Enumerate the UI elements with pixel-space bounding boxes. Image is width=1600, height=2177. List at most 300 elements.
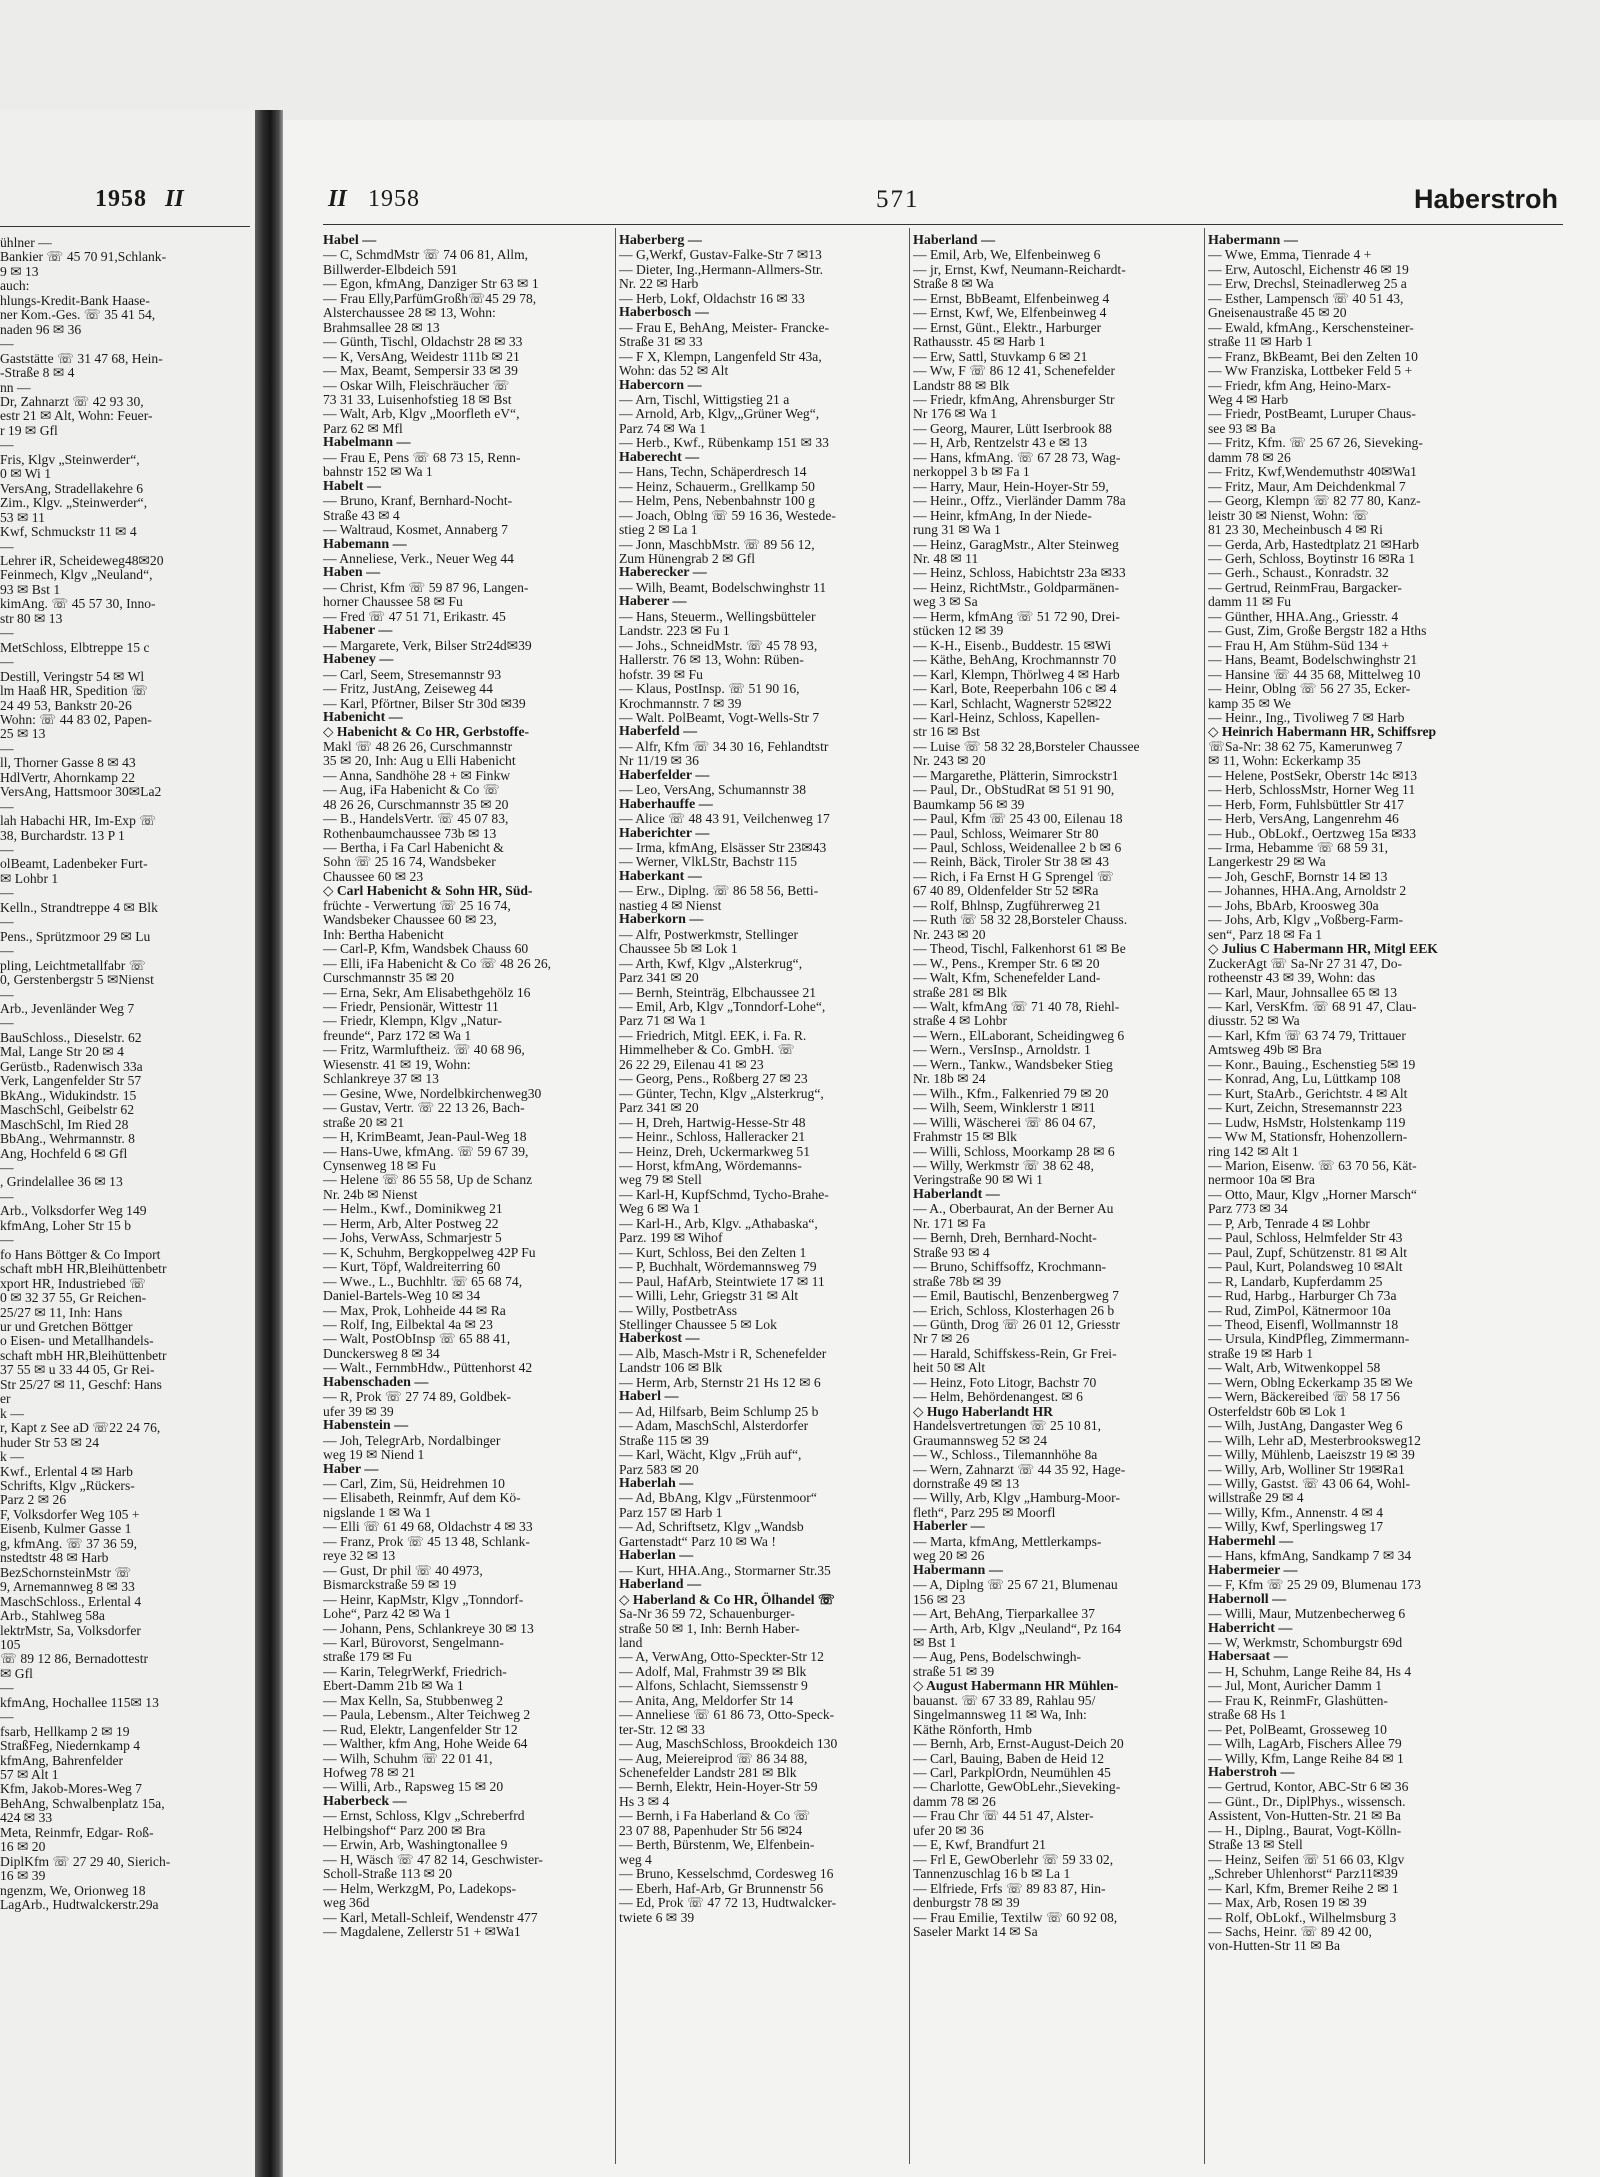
directory-entry: straße 179 ✉ Fu xyxy=(323,1649,412,1665)
directory-entry: — Wern, Bäckereibed ☏ 58 17 56 xyxy=(1208,1389,1400,1405)
directory-entry: — Gerda, Arb, Hastedtplatz 21 ✉Harb xyxy=(1208,536,1420,552)
directory-entry: — Konrad, Ang, Lu, Lüttkamp 108 xyxy=(1208,1071,1401,1087)
directory-entry: — Rich, i Fa Ernst H G Sprengel ☏ xyxy=(913,868,1114,884)
directory-entry: Haberichter — xyxy=(619,825,710,841)
directory-entry: — Heinr, kfmAng, In der Niede- xyxy=(913,507,1092,523)
directory-entry: straße 68 Hs 1 xyxy=(1208,1707,1287,1723)
directory-entry: 24 49 53, Bankstr 20-26 xyxy=(0,697,132,713)
directory-entry: stieg 2 ✉ La 1 xyxy=(619,522,698,538)
directory-entry: ☏ 89 12 86, Bernadottestr xyxy=(0,1651,149,1667)
directory-entry: Kwf., Erlental 4 ✉ Harb xyxy=(0,1463,133,1479)
directory-entry: — Elisabeth, Reinmfr, Auf dem Kö- xyxy=(323,1490,521,1506)
directory-entry: — Walt. PolBeamt, Vogt-Wells-Str 7 xyxy=(619,709,820,725)
directory-entry: Lehrer iR, Scheideweg48✉20 xyxy=(0,552,164,568)
directory-entry: — Ad, BbAng, Klgv „Fürstenmoor“ xyxy=(619,1490,817,1506)
directory-entry: 9, Arnemannweg 8 ✉ 33 xyxy=(0,1579,135,1595)
directory-entry: — Elli ☏ 61 49 68, Oldachstr 4 ✉ 33 xyxy=(323,1519,533,1535)
directory-entry: Haberlah — xyxy=(619,1475,694,1491)
directory-entry: MetSchloss, Elbtreppe 15 c xyxy=(0,639,150,655)
directory-entry: — Aug, iFa Habenicht & Co ☏ xyxy=(323,782,500,798)
directory-entry: ◇ Habenicht & Co HR, Gerbstoffe- xyxy=(323,724,530,740)
directory-entry: — Karl, Schlacht, Wagnerstr 52✉22 xyxy=(913,695,1112,711)
directory-entry: kfmAng, Bahrenfelder xyxy=(0,1752,124,1768)
directory-entry: — Bruno, Kesselschmd, Cordesweg 16 xyxy=(619,1866,834,1882)
directory-entry: ufer 39 ✉ 39 xyxy=(323,1403,394,1419)
directory-entry: — Walt, kfmAng ☏ 71 40 78, Riehl- xyxy=(913,999,1120,1015)
directory-entry: 156 ✉ 23 xyxy=(913,1591,966,1607)
directory-entry: — Ernst, Schloss, Klgv „Schreberfrd xyxy=(323,1808,525,1824)
directory-entry: — H, Schuhm, Lange Reihe 84, Hs 4 xyxy=(1208,1663,1412,1679)
directory-entry: — Walt, Arb, Witwenkoppel 58 xyxy=(1208,1360,1381,1376)
directory-entry: — Rud, Harbg., Harburger Ch 73a xyxy=(1208,1288,1397,1304)
directory-entry: Haberstroh — xyxy=(1208,1765,1295,1781)
directory-entry: r 19 ✉ Gfl xyxy=(0,422,58,438)
directory-entry: Helbingshof“ Parz 200 ✉ Bra xyxy=(323,1822,486,1838)
directory-entry: — Wern, Zahnarzt ☏ 44 35 92, Hage- xyxy=(913,1461,1126,1477)
directory-entry: weg 19 ✉ Niend 1 xyxy=(323,1447,425,1463)
directory-entry: — Erna, Sekr, Am Elisabethgehölz 16 xyxy=(323,984,531,1000)
directory-entry: — xyxy=(0,1160,14,1175)
directory-entry: Chaussee 5b ✉ Lok 1 xyxy=(619,941,738,957)
directory-entry: Schlankreye 37 ✉ 13 xyxy=(323,1071,439,1087)
directory-entry: — Hans-Uwe, kfmAng. ☏ 59 67 39, xyxy=(323,1143,529,1159)
directory-entry: Habemann — xyxy=(323,536,407,552)
directory-entry: sen“, Parz 18 ✉ Fa 1 xyxy=(1208,926,1323,942)
directory-entry: — Fritz, Maur, Am Deichdenkmal 7 xyxy=(1208,478,1406,494)
directory-entry: MaschSchl, Geibelstr 62 xyxy=(0,1102,135,1118)
directory-entry: — Willy, Gastst. ☏ 43 06 64, Wohl- xyxy=(1208,1475,1411,1491)
directory-entry: bauanst. ☏ 67 33 89, Rahlau 95/ xyxy=(913,1692,1096,1708)
directory-entry: — Wilh, Seem, Winklerstr 1 ✉11 xyxy=(913,1100,1096,1116)
directory-entry: Haberl — xyxy=(619,1389,679,1405)
directory-entry: HdlVertr, Ahornkamp 22 xyxy=(0,769,135,785)
directory-entry: Stellinger Chaussee 5 ✉ Lok xyxy=(619,1316,777,1332)
directory-entry: Sohn ☏ 25 16 74, Wandsbeker xyxy=(323,854,496,870)
directory-entry: — Willy, Kfm, Lange Reihe 84 ✉ 1 xyxy=(1208,1750,1404,1766)
directory-entry: ✉ Bst 1 xyxy=(913,1634,957,1650)
directory-entry: — Friedr, kfm Ang, Heino-Marx- xyxy=(1208,377,1391,393)
directory-entry: 0 ✉ 32 37 55, Gr Reichen- xyxy=(0,1290,147,1306)
directory-entry: — Georg, Pens., Roßberg 27 ✉ 23 xyxy=(619,1071,808,1087)
directory-entry: Parz 157 ✉ Harb 1 xyxy=(619,1504,723,1520)
directory-entry: LagArb., Hudtwalckerstr.29a xyxy=(0,1897,159,1913)
directory-entry: weg 3 ✉ Sa xyxy=(913,594,978,610)
directory-entry: — Jul, Mont, Auricher Damm 1 xyxy=(1208,1678,1383,1694)
directory-entry: Habernoll — xyxy=(1208,1591,1287,1607)
directory-entry: Wiesenstr. 41 ✉ 19, Wohn: xyxy=(323,1056,471,1072)
directory-entry: — Herm, Arb, Sternstr 21 Hs 12 ✉ 6 xyxy=(619,1374,821,1390)
directory-entry: — Irma, kfmAng, Elsässer Str 23✉43 xyxy=(619,840,827,856)
directory-entry: Billwerder-Elbdeich 591 xyxy=(323,261,458,277)
directory-entry: horner Chaussee 58 ✉ Fu xyxy=(323,594,463,610)
directory-entry: — K, VersAng, Weidestr 111b ✉ 21 xyxy=(323,348,520,364)
directory-entry: — Rolf, Bhlnsp, Zugführerweg 21 xyxy=(913,897,1102,913)
directory-entry: Nr 176 ✉ Wa 1 xyxy=(913,406,998,422)
directory-entry: — Carl, Seem, Stresemannstr 93 xyxy=(323,666,502,682)
directory-entry: Parz 341 ✉ 20 xyxy=(619,1100,699,1116)
directory-entry: Habenstein — xyxy=(323,1418,409,1434)
directory-entry: Habersaat — xyxy=(1208,1649,1288,1665)
directory-entry: kfmAng, Loher Str 15 b xyxy=(0,1217,132,1233)
directory-entry: — Carl, ParkplOrdn, Neumühlen 45 xyxy=(913,1765,1111,1781)
directory-entry: Parz 74 ✉ Wa 1 xyxy=(619,420,707,436)
directory-entry: — Rolf, ObLokf., Wilhelmsburg 3 xyxy=(1208,1909,1397,1925)
directory-entry: nastieg 4 ✉ Nienst xyxy=(619,897,722,913)
directory-entry: — Hansine ☏ 44 35 68, Mittelweg 10 xyxy=(1208,666,1421,682)
directory-entry: Gneisenaustraße 45 ✉ 20 xyxy=(1208,305,1347,321)
directory-entry: Straße 43 ✉ 4 xyxy=(323,507,400,523)
directory-entry: Veringstraße 90 ✉ Wi 1 xyxy=(913,1172,1043,1188)
directory-entry: — Franz, BkBeamt, Bei den Zelten 10 xyxy=(1208,348,1418,364)
directory-entry: — Leo, VersAng, Schumannstr 38 xyxy=(619,782,807,798)
directory-entry: Haberkant — xyxy=(619,868,702,884)
directory-entry: — Fritz, Kfm. ☏ 25 67 26, Sieveking- xyxy=(1208,435,1423,451)
directory-entry: — Wern., Tankw., Wandsbeker Stieg xyxy=(913,1056,1113,1072)
directory-entry: — Theod, Eisenfl, Wollmannstr 18 xyxy=(1208,1316,1399,1332)
directory-entry: — Günther, HHA.Ang., Griesstr. 4 xyxy=(1208,608,1399,624)
directory-entry: — Marta, kfmAng, Mettlerkamps- xyxy=(913,1533,1102,1549)
directory-entry: ◇ Julius C Habermann HR, Mitgl EEK xyxy=(1208,941,1438,957)
directory-entry: — Johs., SchneidMstr. ☏ 45 78 93, xyxy=(619,637,818,653)
left-page-header xyxy=(0,186,250,226)
directory-entry: straße 281 ✉ Blk xyxy=(913,984,1008,1000)
directory-entry: Käthe Rönforth, Hmb xyxy=(913,1721,1032,1737)
directory-entry: 16 ✉ 39 xyxy=(0,1868,46,1884)
directory-entry: Wohn: das 52 ✉ Alt xyxy=(619,363,729,379)
directory-entry: — Karl, Pförtner, Bilser Str 30d ✉39 xyxy=(323,695,526,711)
directory-entry: — Fritz, JustAng, Zeiseweg 44 xyxy=(323,681,493,697)
directory-entry: Baumkamp 56 ✉ 39 xyxy=(913,796,1025,812)
directory-entry: — Marion, Eisenw. ☏ 63 70 56, Kät- xyxy=(1208,1158,1417,1173)
directory-entry: — Jonn, MaschbMstr. ☏ 89 56 12, xyxy=(619,536,815,552)
directory-entry: 25 ✉ 13 xyxy=(0,726,46,742)
directory-entry: BezSchornsteinMstr ☏ xyxy=(0,1564,132,1580)
directory-entry: — Friedr, PostBeamt, Luruper Chaus- xyxy=(1208,406,1416,422)
directory-entry: — Erw, Autoschl, Eichenstr 46 ✉ 19 xyxy=(1208,261,1409,277)
directory-entry: DiplKfm ☏ 27 29 40, Sierich- xyxy=(0,1853,171,1869)
directory-entry: — Max, Prok, Lohheide 44 ✉ Ra xyxy=(323,1302,506,1318)
directory-entry: — Reinh, Bäck, Tiroler Str 38 ✉ 43 xyxy=(913,854,1110,870)
directory-entry: — Erwin, Arb, Washingtonallee 9 xyxy=(323,1837,508,1853)
directory-entry: — Paul, Schloss, Weimarer Str 80 xyxy=(913,825,1099,841)
directory-entry: Dunckersweg 8 ✉ 34 xyxy=(323,1345,440,1361)
directory-entry: — Hans, Steuerm., Wellingsbütteler xyxy=(619,608,816,624)
directory-entry: Rathausstr. 45 ✉ Harb 1 xyxy=(913,334,1046,350)
directory-entry: — Rud, Elektr, Langenfelder Str 12 xyxy=(323,1721,518,1737)
directory-entry: — Herb, SchlossMstr, Horner Weg 11 xyxy=(1208,782,1416,798)
directory-entry: Habermehl — xyxy=(1208,1533,1294,1549)
directory-entry: — Ludw, HsMstr, Holstenkamp 119 xyxy=(1208,1114,1406,1130)
directory-entry: — Ernst, BbBeamt, Elfenbeinweg 4 xyxy=(913,290,1110,306)
directory-entry: Chaussee 60 ✉ 23 xyxy=(323,868,424,884)
directory-entry: 26 22 29, Eilenau 41 ✉ 23 xyxy=(619,1056,764,1072)
directory-entry: — Ad, Schriftsetz, Klgv „Wandsb xyxy=(619,1519,804,1535)
directory-entry: fo Hans Böttger & Co Import xyxy=(0,1246,161,1262)
directory-entry: olBeamt, Ladenbeker Furt- xyxy=(0,856,148,872)
directory-entry: — Karl, Maur, Johnsallee 65 ✉ 13 xyxy=(1208,984,1398,1000)
directory-entry: — Joh, GeschF, Bornstr 14 ✉ 13 xyxy=(1208,868,1388,884)
directory-entry: — Aug, Pens, Bodelschwingh- xyxy=(913,1649,1082,1665)
directory-entry: — Frau Emilie, Textilw ☏ 60 92 08, xyxy=(913,1909,1118,1925)
directory-entry: — Ursula, KindPfleg, Zimmermann- xyxy=(1208,1331,1410,1347)
directory-entry: — Aug, Meiereiprod ☏ 86 34 88, xyxy=(619,1750,808,1766)
directory-entry: — Paul, Kfm ☏ 25 43 00, Eilenau 18 xyxy=(913,811,1123,827)
directory-entry: — Herm, Arb, Alter Postweg 22 xyxy=(323,1215,499,1231)
directory-entry: — Gertrud, ReinmFrau, Bargacker- xyxy=(1208,579,1402,595)
directory-entry: — Otto, Maur, Klgv „Horner Marsch“ xyxy=(1208,1186,1417,1202)
directory-entry: Habenschaden — xyxy=(323,1374,429,1390)
directory-entry: stücken 12 ✉ 39 xyxy=(913,623,1004,639)
directory-entry: — Herb., Kwf., Rübenkamp 151 ✉ 33 xyxy=(619,435,829,451)
directory-entry: — Herm, kfmAng ☏ 51 72 90, Drei- xyxy=(913,608,1120,624)
directory-entry: Kfm, Jakob-Mores-Weg 7 xyxy=(0,1781,142,1797)
directory-entry: — Heinz, Seifen ☏ 51 66 03, Klgv xyxy=(1208,1851,1405,1867)
directory-entry: — Frau E, Pens ☏ 68 73 15, Renn- xyxy=(323,449,521,465)
directory-entry: — H., Diplng., Baurat, Vogt-Kölln- xyxy=(1208,1822,1402,1838)
directory-entry: Feinmech, Klgv „Neuland“, xyxy=(0,567,153,583)
directory-entry: Arb., Stahlweg 58a xyxy=(0,1608,105,1624)
directory-entry: — Heinr., Offz., Vierländer Damm 78a xyxy=(913,493,1126,509)
directory-entry: MaschSchl, Im Ried 28 xyxy=(0,1116,129,1132)
directory-entry: — Friedr, Pensionär, Wittestr 11 xyxy=(323,999,499,1015)
directory-entry: — Johs, BbArb, Kroosweg 30a xyxy=(1208,897,1379,913)
directory-entry: — Heinz, GaragMstr., Alter Steinweg xyxy=(913,536,1119,552)
directory-entry: see 93 ✉ Ba xyxy=(1208,420,1276,436)
directory-entry: — Elli, iFa Habenicht & Co ☏ 48 26 26, xyxy=(323,955,552,971)
directory-entry: Habermann — xyxy=(913,1562,1003,1578)
directory-entry: — Heinz, Foto Litogr, Bachstr 70 xyxy=(913,1374,1097,1390)
directory-entry: damm 11 ✉ Fu xyxy=(1208,594,1292,610)
directory-entry: straße 11 ✉ Harb 1 xyxy=(1208,334,1313,350)
directory-entry: — Walt, Kfm, Schenefelder Land- xyxy=(913,970,1101,986)
directory-entry: 16 ✉ 20 xyxy=(0,1839,46,1855)
directory-entry: Scholl-Straße 113 ✉ 20 xyxy=(323,1866,453,1882)
directory-entry: — Willy, Werkmstr ☏ 38 62 48, xyxy=(913,1158,1094,1173)
directory-entry: — Willy, Kwf, Sperlingsweg 17 xyxy=(1208,1519,1384,1535)
directory-entry: Sa-Nr 36 59 72, Schauenburger- xyxy=(619,1606,795,1622)
directory-entry: Parz 62 ✉ Mfl xyxy=(323,420,403,436)
directory-entry: Habeney — xyxy=(323,652,394,668)
directory-entry: Himmelheber & Co. GmbH. ☏ xyxy=(619,1042,795,1058)
directory-entry: ✉ Lohbr 1 xyxy=(0,870,59,886)
directory-entry: — Ww, F ☏ 86 12 41, Schenefelder xyxy=(913,363,1115,379)
directory-entry: — Günth, Tischl, Oldachstr 28 ✉ 33 xyxy=(323,334,523,350)
directory-entry: naden 96 ✉ 36 xyxy=(0,321,82,337)
directory-entry: — Theod, Tischl, Falkenhorst 61 ✉ Be xyxy=(913,941,1126,957)
directory-entry: 48 26 26, Curschmannstr 35 ✉ 20 xyxy=(323,796,509,812)
directory-entry: — G,Werkf, Gustav-Falke-Str 7 ✉13 xyxy=(619,247,822,263)
directory-entry: — Rud, ZimPol, Kätnermoor 10a xyxy=(1208,1302,1391,1318)
directory-entry: heit 50 ✉ Alt xyxy=(913,1360,986,1376)
directory-entry: — Kurt, Zeichn, Stresemannstr 223 xyxy=(1208,1100,1403,1116)
directory-entry: Mal, Lange Str 20 ✉ 4 xyxy=(0,1044,124,1060)
directory-entry: Lohe“, Parz 42 ✉ Wa 1 xyxy=(323,1606,451,1622)
directory-entry: — Helm., Kwf., Dominikweg 21 xyxy=(323,1201,503,1217)
directory-entry: — Gust, Dr phil ☏ 40 4973, xyxy=(323,1562,483,1578)
directory-entry: — Hans, Techn, Schäperdresch 14 xyxy=(619,464,807,480)
directory-entry: — Günter, Techn, Klgv „Alsterkrug“, xyxy=(619,1085,824,1101)
directory-entry: Haberberg — xyxy=(619,234,702,248)
column-divider xyxy=(909,228,910,2164)
directory-entry: — Charlotte, GewObLehr.,Sieveking- xyxy=(913,1779,1121,1795)
directory-entry: Nr 11/19 ✉ 36 xyxy=(619,753,699,769)
right-header-rule xyxy=(323,224,1563,225)
directory-column-1 xyxy=(323,234,611,2164)
directory-entry: — Willy, Mühlenb, Laeiszstr 19 ✉ 39 xyxy=(1208,1447,1415,1463)
directory-entry: — Eberh, Haf-Arb, Gr Brunnenstr 56 xyxy=(619,1880,824,1896)
directory-entry: — Max, Arb, Rosen 19 ✉ 39 xyxy=(1208,1895,1367,1911)
directory-entry: — Rolf, Ing, Eilbektal 4a ✉ 23 xyxy=(323,1316,493,1332)
directory-entry: — Erw., Diplng. ☏ 86 58 56, Betti- xyxy=(619,883,819,899)
directory-entry: Haben — xyxy=(323,565,381,581)
directory-entry: 67 40 89, Oldenfelder Str 52 ✉Ra xyxy=(913,883,1099,899)
directory-entry: xport HR, Industriebed ☏ xyxy=(0,1275,147,1291)
directory-entry: — Alfons, Schlacht, Siemssenstr 9 xyxy=(619,1678,808,1694)
directory-entry: — Paul, HafArb, Steintwiete 17 ✉ 11 xyxy=(619,1273,825,1289)
directory-entry: — Erw, Drechsl, Steinadlerweg 25 a xyxy=(1208,276,1407,292)
directory-entry: — Helm, Behördenangest. ✉ 6 xyxy=(913,1389,1083,1405)
directory-entry: 37 55 ✉ u 33 44 05, Gr Rei- xyxy=(0,1362,155,1378)
directory-entry: Arb., Jevenländer Weg 7 xyxy=(0,1001,135,1017)
directory-entry: — Friedr, Klempn, Klgv „Natur- xyxy=(323,1013,502,1029)
directory-entry: straße 19 ✉ Harb 1 xyxy=(1208,1345,1314,1361)
directory-entry: Straße 93 ✉ 4 xyxy=(913,1244,990,1260)
directory-entry: — P, Buchhalt, Wördemannsweg 79 xyxy=(619,1259,817,1275)
directory-entry: — Anneliese, Verk., Neuer Weg 44 xyxy=(323,550,514,566)
directory-entry: ühlner — xyxy=(0,236,52,250)
directory-entry: ◇ Heinrich Habermann HR, Schiffsrep xyxy=(1208,724,1437,740)
directory-entry: Straße 31 ✉ 33 xyxy=(619,334,703,350)
directory-entry: — Luise ☏ 58 32 28,Borsteler Chaussee xyxy=(913,738,1140,754)
directory-entry: — W., Schloss., Tilemannhöhe 8a xyxy=(913,1447,1098,1463)
directory-entry: — Frl E, GewOberlehr ☏ 59 33 02, xyxy=(913,1851,1114,1867)
directory-entry: — Bruno, Schiffsoffz, Krochmann- xyxy=(913,1259,1107,1275)
directory-entry: nigslande 1 ✉ Wa 1 xyxy=(323,1504,432,1520)
directory-entry: — Esther, Lampensch ☏ 40 51 43, xyxy=(1208,290,1404,306)
directory-column-3 xyxy=(913,234,1201,2164)
directory-entry: Rothenbaumchaussee 73b ✉ 13 xyxy=(323,825,497,841)
directory-entry: Habener — xyxy=(323,623,393,639)
directory-entry: k — xyxy=(0,1405,24,1421)
directory-entry: leistr 30 ✉ Nienst, Wohn: ☏ xyxy=(1208,507,1369,523)
directory-entry: — Emil, Arb, We, Elfenbeinweg 6 xyxy=(913,247,1101,263)
directory-entry: — Karl-Heinz, Schloss, Kapellen- xyxy=(913,709,1100,725)
directory-entry: straße 51 ✉ 39 xyxy=(913,1663,995,1679)
directory-entry: dornstraße 49 ✉ 13 xyxy=(913,1475,1020,1491)
left-header-rule xyxy=(0,226,250,227)
directory-entry: — Friedr, kfmAng, Ahrensburger Str xyxy=(913,391,1115,407)
directory-entry: — Frau K, ReinmFr, Glashütten- xyxy=(1208,1692,1388,1708)
directory-entry: — Max Kelln, Sa, Stubbenweg 2 xyxy=(323,1692,504,1708)
directory-entry: — C, SchmdMstr ☏ 74 06 81, Allm, xyxy=(323,247,529,263)
directory-entry: 35 ✉ 20, Inh: Aug u Elli Habenicht xyxy=(323,753,516,769)
directory-entry: — Heinz, Schauerm., Grellkamp 50 xyxy=(619,478,815,494)
directory-entry: — H, KrimBeamt, Jean-Paul-Weg 18 xyxy=(323,1129,527,1145)
directory-entry: — Erich, Schloss, Klosterhagen 26 b xyxy=(913,1302,1115,1318)
directory-entry: twiete 6 ✉ 39 xyxy=(619,1909,695,1925)
right-page-keyword: Haberstroh xyxy=(1413,184,1558,214)
directory-entry: Straße 115 ✉ 39 xyxy=(619,1432,709,1448)
directory-entry: weg 36d xyxy=(323,1895,370,1911)
directory-entry: — Egon, kfmAng, Danziger Str 63 ✉ 1 xyxy=(323,276,539,292)
directory-entry: — Franz, Prok ☏ 45 13 48, Schlank- xyxy=(323,1533,530,1549)
directory-entry: Haberricht — xyxy=(1208,1620,1293,1636)
directory-entry: — Ed, Prok ☏ 47 72 13, Hudtwalcker- xyxy=(619,1895,837,1911)
directory-entry: — Günth, Drog ☏ 26 01 12, Griesstr xyxy=(913,1316,1120,1332)
directory-entry: hofstr. 39 ✉ Fu xyxy=(619,666,703,682)
directory-entry: — Irma, Hebamme ☏ 68 59 31, xyxy=(1208,840,1389,856)
directory-entry: — Walther, kfm Ang, Hohe Weide 64 xyxy=(323,1736,528,1752)
directory-entry: — Elfriede, Frfs ☏ 89 83 87, Hin- xyxy=(913,1880,1106,1896)
directory-entry: — Paul, Kurt, Polandsweg 10 ✉Alt xyxy=(1208,1259,1403,1275)
directory-entry: — Emil, Arb, Klgv „Tonndorf-Lohe“, xyxy=(619,999,826,1015)
directory-entry: Hofweg 78 ✉ 21 xyxy=(323,1765,416,1781)
directory-entry: — Käthe, BehAng, Krochmannstr 70 xyxy=(913,652,1117,668)
directory-entry: hlungs-Kredit-Bank Haase- xyxy=(0,292,150,308)
directory-entry: — Heinr., Schloss, Halleracker 21 xyxy=(619,1129,806,1145)
directory-entry: — Frau E, BehAng, Meister- Francke- xyxy=(619,319,829,335)
directory-entry: ✉ Gfl xyxy=(0,1665,33,1681)
directory-entry: — Johs, Arb, Klgv „Voßberg-Farm- xyxy=(1208,912,1404,928)
directory-entry: Haber — xyxy=(323,1461,379,1477)
directory-entry: — xyxy=(0,625,14,641)
directory-entry: fsarb, Hellkamp 2 ✉ 19 xyxy=(0,1723,130,1739)
directory-entry: — Karl, Kfm ☏ 63 74 79, Trittauer xyxy=(1208,1027,1406,1043)
directory-entry: — Harald, Schiffskess-Rein, Gr Frei- xyxy=(913,1345,1117,1361)
directory-entry: — xyxy=(0,798,14,814)
directory-entry: 38, Burchardstr. 13 P 1 xyxy=(0,827,125,843)
directory-entry: BbAng., Wehrmannstr. 8 xyxy=(0,1131,135,1147)
directory-entry: fleth“, Parz 295 ✉ Moorfl xyxy=(913,1504,1056,1520)
directory-entry: land xyxy=(619,1634,643,1650)
directory-entry: Parz 583 ✉ 20 xyxy=(619,1461,699,1477)
directory-entry: ☏Sa-Nr: 38 62 75, Kamerunweg 7 xyxy=(1208,738,1403,754)
directory-entry: — Willi, Lehr, Griegstr 31 ✉ Alt xyxy=(619,1288,799,1304)
directory-entry: lm Haaß HR, Spedition ☏ xyxy=(0,683,149,699)
column-divider xyxy=(615,228,616,2164)
directory-entry: weg 79 ✉ Stell xyxy=(619,1172,702,1188)
directory-entry: Verk, Langenfelder Str 57 xyxy=(0,1073,142,1089)
directory-entry: Zum Hünengrab 2 ✉ Gfl xyxy=(619,550,755,566)
directory-entry: — Helene ☏ 86 55 58, Up de Schanz xyxy=(323,1172,533,1188)
directory-entry: Bankier ☏ 45 70 91,Schlank- xyxy=(0,249,167,265)
directory-entry: Weg 6 ✉ Wa 1 xyxy=(619,1201,700,1217)
directory-entry: Haberland — xyxy=(619,1577,702,1593)
directory-entry: — Bernh, Arb, Ernst-August-Deich 20 xyxy=(913,1736,1124,1752)
directory-entry: — Anna, Sandhöhe 28 + ✉ Finkw xyxy=(323,767,511,783)
directory-entry: weg 20 ✉ 26 xyxy=(913,1548,985,1564)
directory-entry: lah Habachi HR, Im-Exp ☏ xyxy=(0,813,157,829)
directory-entry: Haberkorn — xyxy=(619,912,704,928)
directory-entry: er xyxy=(0,1391,11,1407)
directory-entry: Pens., Sprützmoor 29 ✉ Lu xyxy=(0,928,151,944)
directory-entry: — Bruno, Kranf, Bernhard-Nocht- xyxy=(323,493,513,509)
directory-entry: rotheenstr 43 ✉ 39, Wohn: das xyxy=(1208,970,1376,986)
directory-entry: — Herb, Lokf, Oldachstr 16 ✉ 33 xyxy=(619,290,805,306)
directory-entry: Ebert-Damm 21b ✉ Wa 1 xyxy=(323,1678,464,1694)
directory-entry: Daniel-Bartels-Weg 10 ✉ 34 xyxy=(323,1288,481,1304)
directory-entry: ◇ Haberland & Co HR, Ölhandel ☏ xyxy=(619,1591,835,1607)
directory-entry: — Harry, Maur, Hein-Hoyer-Str 59, xyxy=(913,478,1109,494)
directory-entry: — Ad, Hilfsarb, Beim Schlump 25 b xyxy=(619,1403,819,1419)
directory-entry: Haberhauffe — xyxy=(619,796,713,812)
directory-entry: — xyxy=(0,1015,14,1031)
directory-entry: Tannenzuschlag 16 b ✉ La 1 xyxy=(913,1866,1071,1882)
directory-entry: — Klaus, PostInsp. ☏ 51 90 16, xyxy=(619,681,800,697)
directory-entry: Habelmann — xyxy=(323,435,411,451)
directory-entry: — Arth, Kwf, Klgv „Alsterkrug“, xyxy=(619,955,803,971)
directory-entry: Alsterchaussee 28 ✉ 13, Wohn: xyxy=(323,305,496,321)
